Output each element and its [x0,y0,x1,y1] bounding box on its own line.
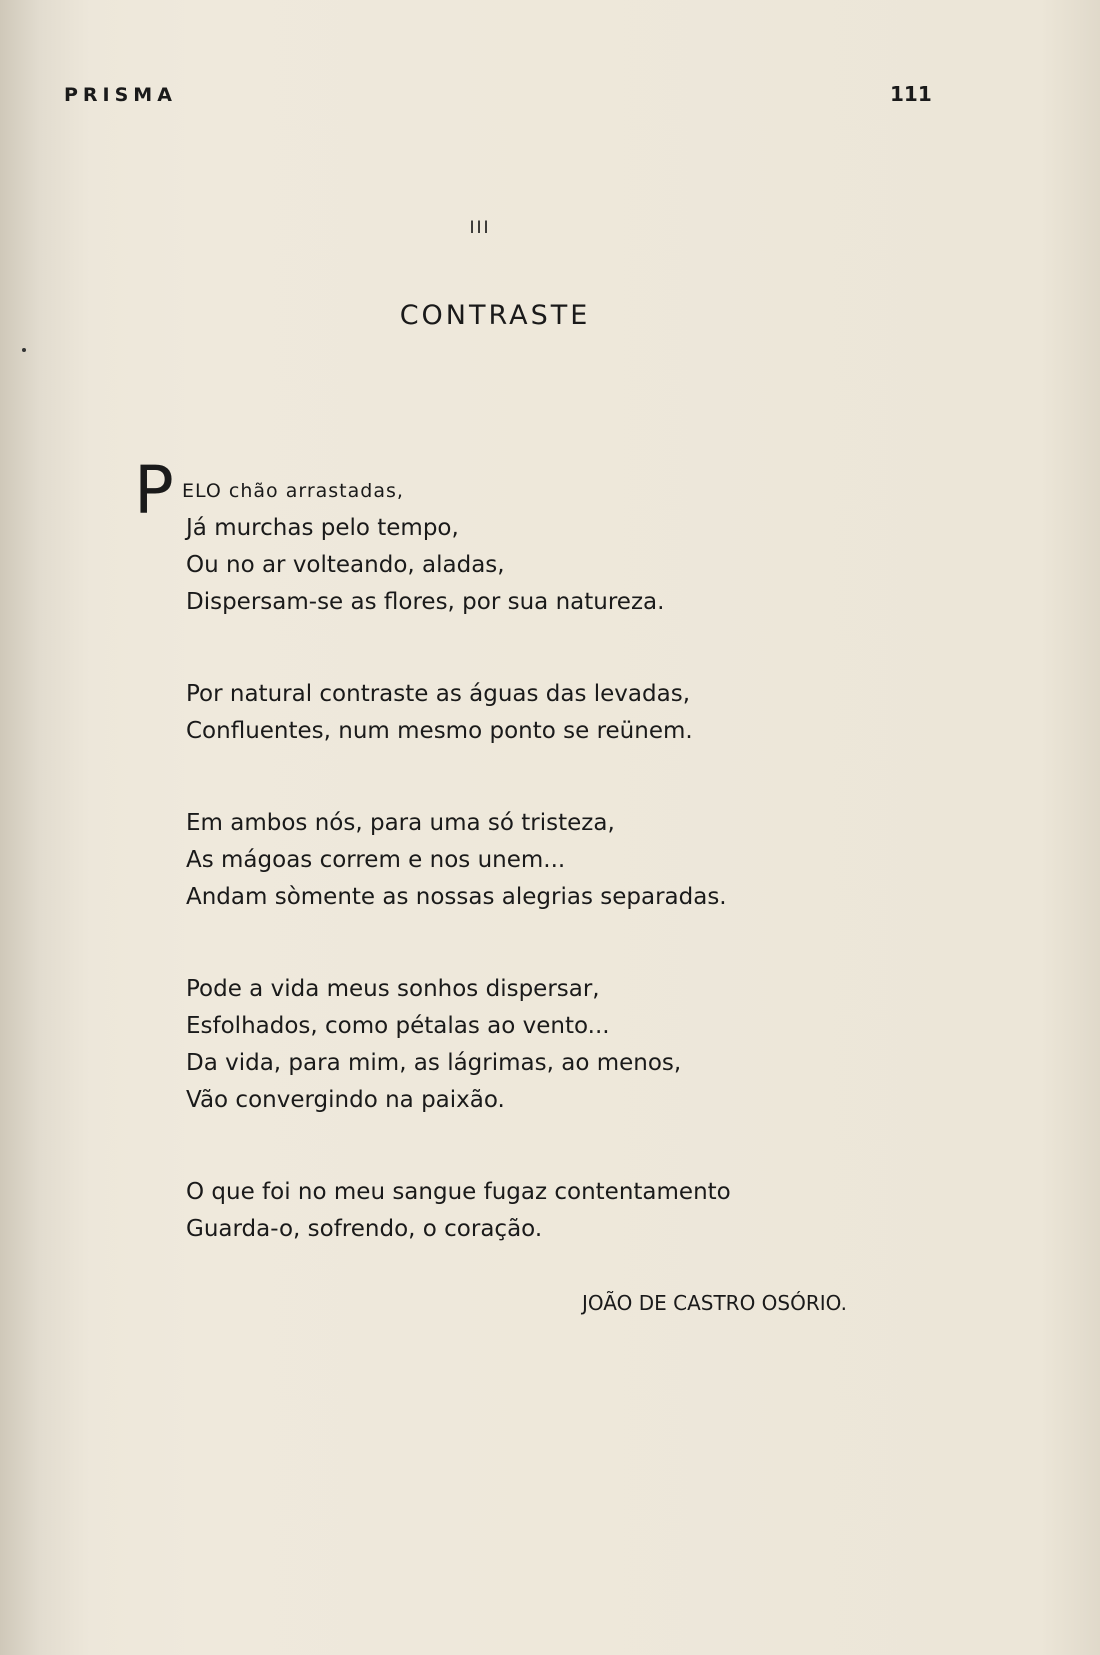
poem-line: Pode a vida meus sonhos dispersar, [186,976,600,1002]
poem-line: Ou no ar volteando, aladas, [186,552,505,578]
poem-line: Guarda-o, sofrendo, o coração. [186,1216,543,1242]
poem-line: Confluentes, num mesmo ponto se reünem. [186,718,693,744]
poem-line: Vão convergindo na paixão. [186,1087,505,1113]
poem-line: Por natural contraste as águas das levadas, [186,681,691,707]
stanza-5 [186,1174,1006,1248]
section-number: III [469,218,491,238]
poem-line [182,472,1002,510]
poem-line: Dispersam-se as flores, por sua natureza. [186,589,665,615]
stanza-3 [186,805,1006,916]
running-title: PRISMA [64,84,177,106]
poem-line: Da vida, para mim, as lágrimas, ao menos, [186,1050,682,1076]
stanza-1 [182,472,1006,621]
poem-body [182,472,1006,1340]
poem-line: Esfolhados, como pétalas ao vento... [186,1013,610,1039]
poem-line: Em ambos nós, para uma só tristeza, [186,810,615,836]
poem-line: Andam sòmente as nossas alegrias separadas. [186,884,727,910]
stanza-4 [186,971,1006,1119]
page-number: 111 [890,82,932,106]
stanza-2 [186,676,1006,750]
poem-line: Já murchas pelo tempo, [186,515,459,541]
first-line-text: ELO chão arrastadas, [182,480,404,502]
poem-line: As mágoas correm e nos unem... [186,847,566,873]
author-signature: JOÃO DE CASTRO OSÓRIO. [582,1291,847,1315]
drop-cap: P [134,452,174,529]
poem-line: O que foi no meu sangue fugaz contentamento [186,1179,731,1205]
poem-title: CONTRASTE [399,300,591,331]
margin-mark [22,348,26,352]
